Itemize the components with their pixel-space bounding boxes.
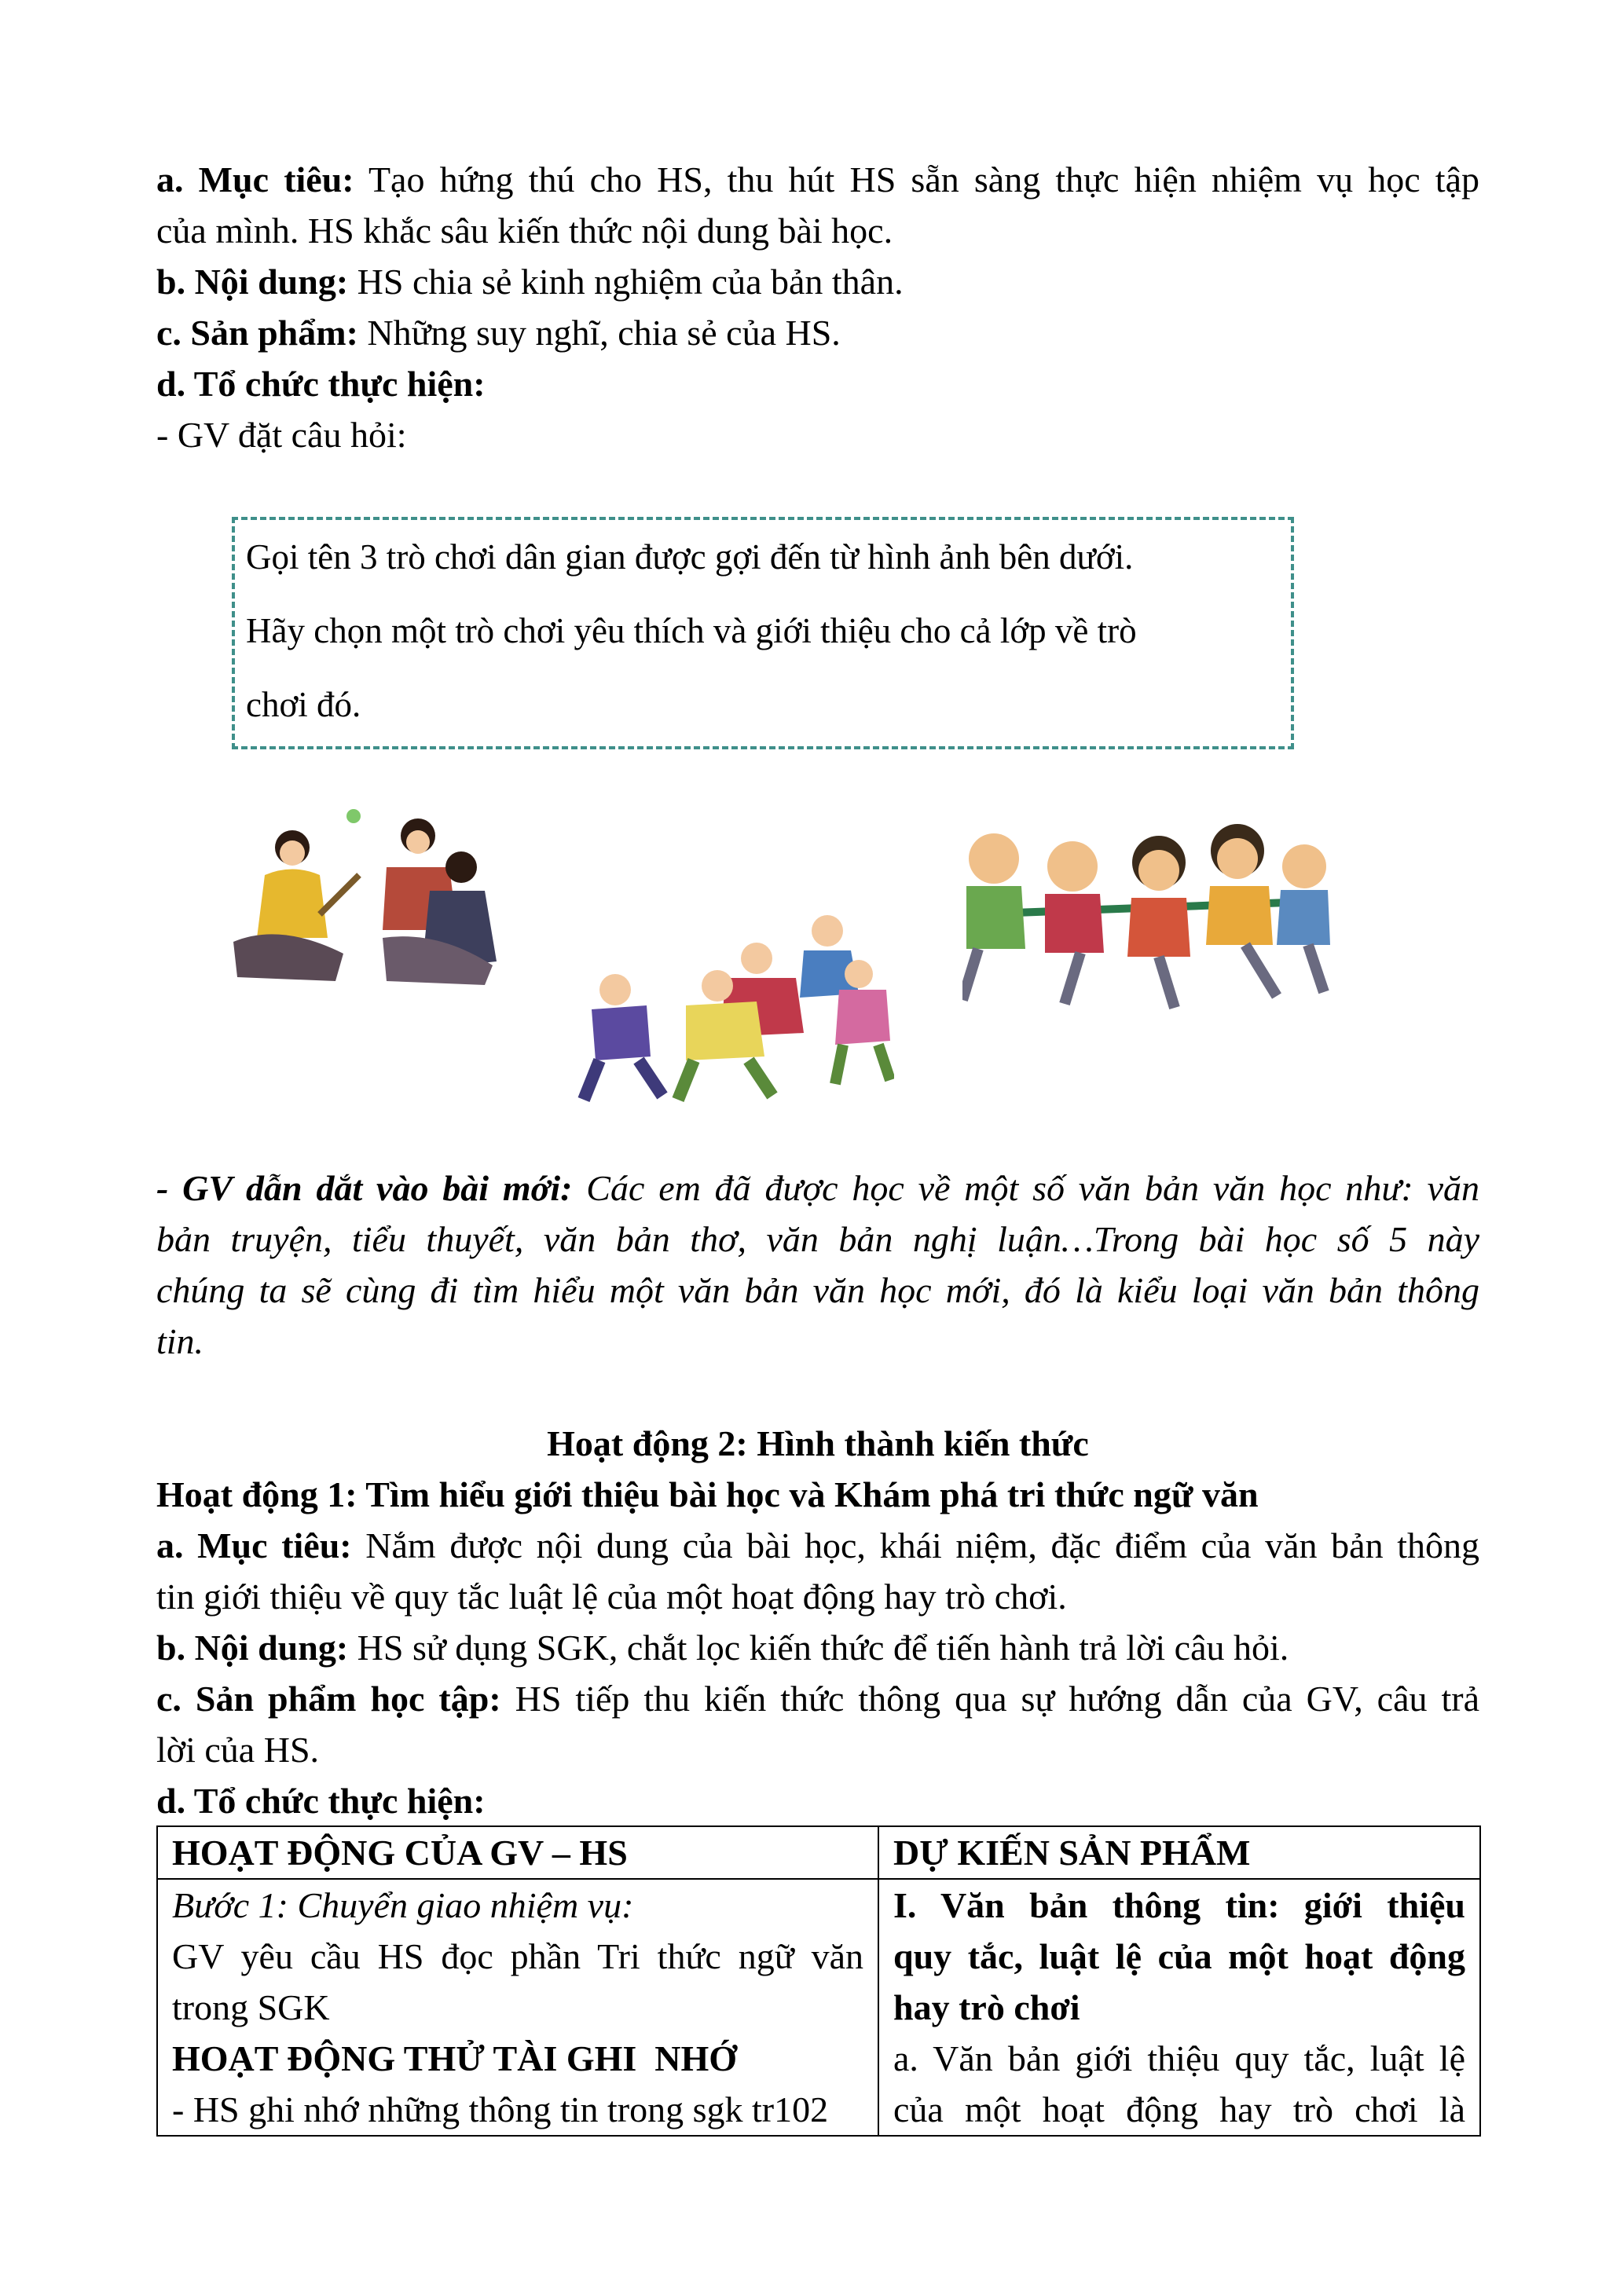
intro-label: - GV dẫn dắt vào bài mới: <box>156 1168 573 1208</box>
intro-line-1 <box>156 1163 1479 1214</box>
left-line-3: - HS ghi nhớ những thông tin trong sgk tr102 <box>172 2089 829 2129</box>
step1-text: Bước 1: Chuyển giao nhiệm vụ: <box>172 1885 634 1925</box>
right-line-1: a. Văn bản giới thiệu quy tắc, luật lệ <box>893 2038 1465 2078</box>
objective2-label: a. Mục tiêu: <box>156 1525 352 1565</box>
objective-line-1 <box>156 154 1479 205</box>
content-line <box>156 256 1479 307</box>
product-text: Những suy nghĩ, chia sẻ của HS. <box>367 313 841 353</box>
question-line-2: Hãy chọn một trò chơi yêu thích và giới thiệu cho cả lớp về trò <box>246 611 1137 650</box>
objective2-text: Nắm được nội dung của bài học, khái niệm, đặc điểm của văn bản thông <box>365 1525 1479 1565</box>
intro-text: Các em đã được học về một số văn bản văn học như: văn <box>586 1168 1479 1208</box>
right-line-2: của một hoạt động hay trò chơi là <box>893 2089 1465 2129</box>
product-label: c. Sản phẩm: <box>156 313 358 353</box>
organize2-label: d. Tổ chức thực hiện: <box>156 1781 486 1821</box>
objective-line-2: của mình. HS khắc sâu kiến thức nội dung bài học. <box>156 211 893 251</box>
right-heading-1: I. Văn bản thông tin: giới thiệu <box>893 1885 1465 1925</box>
product2-text: HS tiếp thu kiến thức thông qua sự hướng dẫn của GV, câu trả <box>515 1679 1479 1719</box>
intro-line-3: chúng ta sẽ cùng đi tìm hiểu một văn bản văn học mới, đó là kiểu loại văn bản thông <box>156 1270 1479 1310</box>
illustration-girls-playing <box>233 804 497 993</box>
right-heading-2: quy tắc, luật lệ của một hoạt động <box>893 1936 1465 1976</box>
content2-label: b. Nội dung: <box>156 1628 349 1668</box>
content-label: b. Nội dung: <box>156 262 349 302</box>
gv-question-line: - GV đặt câu hỏi: <box>156 415 407 455</box>
left-line-1: GV yêu cầu HS đọc phần Tri thức ngữ văn <box>172 1936 863 1976</box>
objective2-line-2: tin giới thiệu về quy tắc luật lệ của một hoạt động hay trò chơi. <box>156 1576 1067 1617</box>
table-header-row <box>157 1826 1480 1879</box>
activity-heading: HOẠT ĐỘNG THỬ TÀI GHI NHỚ <box>172 2038 738 2078</box>
product2-label: c. Sản phẩm học tập: <box>156 1679 501 1719</box>
intro-line-2: bản truyện, tiểu thuyết, văn bản thơ, văn bản nghị luận…Trong bài học số 5 này <box>156 1219 1479 1259</box>
table-row <box>157 1879 1480 2136</box>
question-line-3: chơi đó. <box>246 685 361 724</box>
illustration-children-chasing <box>568 907 894 1108</box>
objective-text: Tạo hứng thú cho HS, thu hút HS sẵn sàng thực hiện nhiệm vụ học tập <box>368 159 1479 200</box>
intro-line-4: tin. <box>156 1321 204 1361</box>
header-expected-product: DỰ KIẾN SẢN PHẨM <box>878 1826 1480 1879</box>
section-heading: Hoạt động 2: Hình thành kiến thức <box>547 1423 1089 1463</box>
left-line-2: trong SGK <box>172 1987 330 2027</box>
expected-product-cell <box>878 1879 1480 2136</box>
organize-label: d. Tổ chức thực hiện: <box>156 364 486 404</box>
step1-label <box>172 1880 863 1931</box>
activities-cell <box>157 1879 878 2136</box>
right-heading-3: hay trò chơi <box>893 1987 1080 2027</box>
objective2-line-1 <box>156 1520 1479 1571</box>
content-text: HS chia sẻ kinh nghiệm của bản thân. <box>357 262 904 302</box>
header-activities: HOẠT ĐỘNG CỦA GV – HS <box>157 1826 878 1879</box>
question-line-1: Gọi tên 3 trò chơi dân gian được gợi đến từ hình ảnh bên dưới. <box>246 537 1134 577</box>
objective-label: a. Mục tiêu: <box>156 159 354 200</box>
product-line <box>156 307 1479 358</box>
section-subheading: Hoạt động 1: Tìm hiểu giới thiệu bài học và Khám phá tri thức ngữ văn <box>156 1474 1259 1514</box>
organize-line <box>156 358 1479 409</box>
product2-line-1 <box>156 1673 1479 1724</box>
question-box <box>232 517 1294 749</box>
content2-text: HS sử dụng SGK, chắt lọc kiến thức để tiến hành trả lời câu hỏi. <box>357 1628 1289 1668</box>
content2-line <box>156 1622 1479 1673</box>
product2-line-2: lời của HS. <box>156 1730 320 1770</box>
activity-table <box>156 1825 1481 2137</box>
illustration-tug-of-war <box>962 819 1332 1033</box>
